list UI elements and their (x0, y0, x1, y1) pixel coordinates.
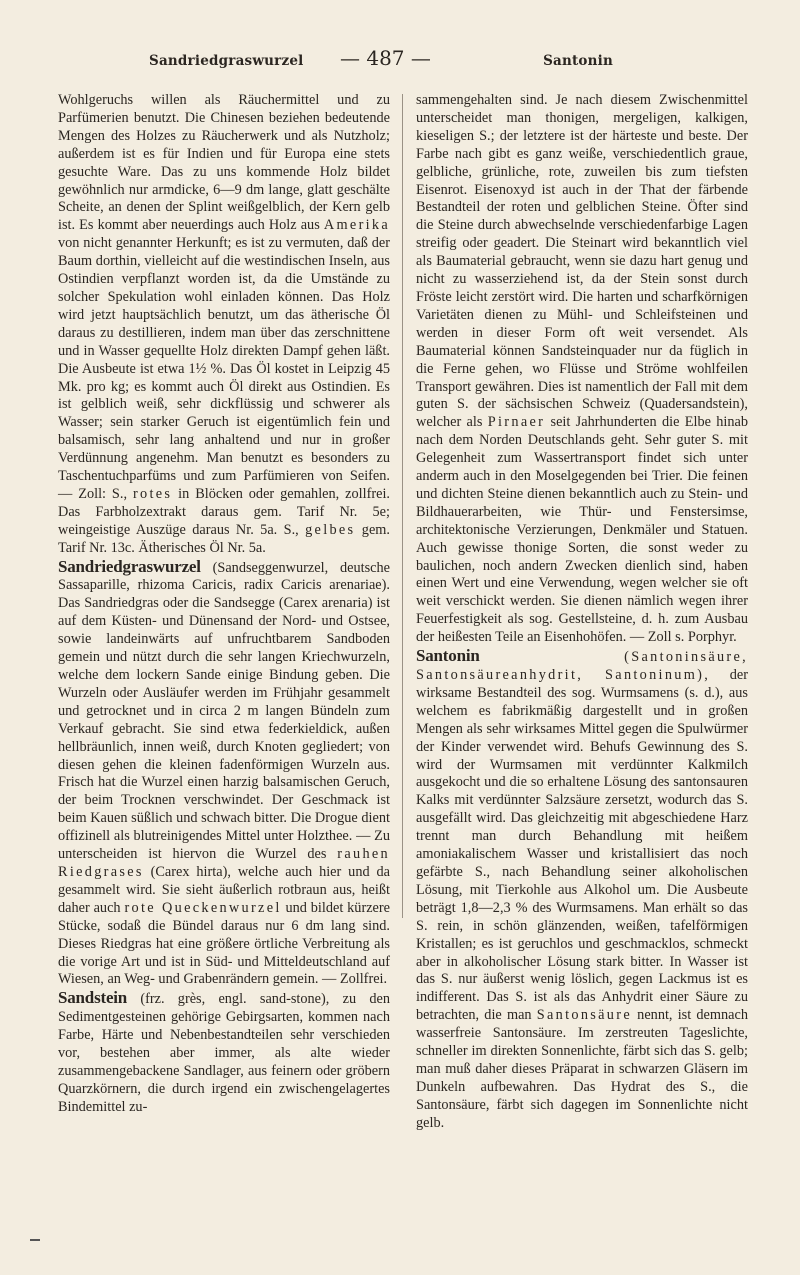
spaced-text: (Santoninsäure, Santonsäureanhydrit, Santoninum), (416, 649, 748, 683)
entry-headword: Sandstein (58, 988, 128, 1008)
entry-sandstein (58, 989, 390, 1116)
text-run: Wohlgeruchs willen als Räuchermittel und zu Parfümerien benutzt. Die Chinesen beziehen bedeutende Mengen des Holzes zu Räucherwerk und als Nutzholz; außerdem ist es für Indien und für Europa eine stets gesuchte Ware. Das zu uns kommende Holz bildet gewöhnlich nur armdicke, 6—9 dm lange, glatt geschälte Scheite, an denen der Splint weißgelblich, der Kern gelb ist. Es kommt aber neuerdings auch Holz aus (58, 92, 390, 234)
text-run: und bildet kürzere Stücke, sodaß die Bündel daraus nur 6 dm lang sind. Dieses Riedgras hat eine größere örtliche Verbreitung als die vorige Art und ist in Süd- und Mitteldeutschland auf Wiesen, an Weg- und Grabenrändern gemein. — Zollfrei. (58, 899, 391, 988)
spaced-text: rotes (132, 485, 173, 502)
text-run: sammengehalten sind. Je nach diesem Zwischenmittel unterscheidet man thonigen, mergeligen, kalkigen, kieseligen S.; der letztere ist der härteste und beste. Der Farbe nach gibt es ganz weiße, verschiedentlich graue, gelbliche, grünliche, rote, zuweilen bis zum tiefsten Eisenrot. Eisenoxyd ist auch in der That der färbende Bestandteil der roten und gelblichen Steine. Öfter sind die Steine durch abwechselnde verschiedenfarbige Lagen streifig oder geadert. Die Steinart wird bekanntlich viel als Baumaterial gebraucht, wenn sie dazu hart genug und nicht zu wasserziehend ist, da der Stein sonst durch Fröste leicht zerstört wird. Die harten und scharfkörnigen Varietäten dienen zu Mühl- und Schleifsteinen und werden in dieser Form oft weit versendet. Als Baumaterial können Sandsteinquader nur da füglich in die Ferne gehen, wo Flüsse und Ströme wohlfeilen Transport gewähren. Dies ist namentlich der Fall mit dem guten S. der sächsischen Schweiz (Quadersandstein), welcher als (416, 92, 748, 431)
entry-headword: Santonin (416, 646, 480, 666)
entry-sandriedgraswurzel (58, 558, 390, 990)
article-text (58, 92, 390, 558)
text-run: gem. Tarif Nr. 13c. Ätherisches Öl Nr. 5a. (58, 521, 390, 556)
margin-mark (30, 1239, 40, 1241)
text-run: der wirksame Bestandteil des sog. Wurmsamens (s. d.), aus welchem es fabrikmäßig dargestellt und in großen Mengen als sehr wirksames Mittel gegen die Spulwürmer der Kinder verwendet wird. Behufs Gewinnung des S. wird der Wurmsamen mit verdünnter Kalkmilch ausgekocht und die so erhaltene Lösung des santonsauren Kalks mit verdünnter Salzsäure zersetzt, wodurch das S. ausgefällt wird. Das gleichzeitig mit abgeschiedene Harz trennt man durch Behandlung mit heißem amoniakalischem Wasser und kristallisiert das noch gefärbte S., nach Behandlung seiner alkoholischen Lösung, mit Tierkohle aus Alkohol um. Die Ausbeute beträgt 1,8—2,3 % des Wurmsamens. Man erhält so das S. rein, in schön glänzenden, weißen, tafelförmigen Kristallen; es ist geruchlos und geschmacklos, schmeckt aber in alkoholischer Lösung stark bitter. In Wasser ist das S. nur äußerst wenig löslich, gegen Lackmus ist es indifferent. Das S. ist als das Anhydrit einer Säure zu betrachten, die man (416, 667, 749, 1024)
left-column (58, 92, 390, 1117)
spaced-text: Santonsäure (536, 1007, 632, 1024)
running-header (58, 46, 752, 76)
text-run: nennt, ist demnach wasserfreie Santonsäure. Im zerstreuten Tageslichte, schneller im direkten Sonnenlichte, färbt sich das S. gelb; man muß daher dieses Präparat in schwarzen Gläsern im Dunkeln aufbewahren. Das Hydrat des S., die Santonsäure, färbt sich dagegen im Sonnenlichte nicht gelb. (416, 1007, 749, 1131)
text-run: (Sandseggenwurzel, deutsche Sassaparille, rhizoma Caricis, radix Caricis arenariae). Das Sandriedgras oder die Sandsegge (Carex arenaria) ist auf dem Küsten- und Dünensand der Nord- und Ostsee, sowie landeinwärts auf unfruchtbarem Sandboden gemein und nützt durch die sehr langen Kriechwurzeln, welche dem lockern Sande einige Bindung geben. Die Wurzeln oder Ausläufer werden im Frühjahr gesammelt und getrocknet und in circa 2 m langen Bündeln zum Verkauf gebracht. Sie sind etwa federkieldick, außen hellbräunlich, innen weiß, durch Knoten gegliedert; von diesen gehen die kleinen fadenförmigen Wurzeln aus. Frisch hat die Wurzel einen harzig balsamischen Geruch, der beim Trocknen verschwindet. Der Geschmack ist beim Kauen süßlich und schwach bitter. Die Drogue dient offizinell als blutreinigendes Mittel unter Holztheе. — Zu unterscheiden ist hiervon die Wurzel des (58, 559, 390, 863)
text-run: (frz. grès, engl. sand-stone), zu den Sedimentgesteinen gehörige Gebirgsarten, kommen nach Farbe, Härte und Nebenbestandteilen sehr verschieden vor, bestehen aber immer, als alte wieder zusammengebackene Sandlager, aus feinern oder gröbern Quarzkörnern, die durch irgend ein zwischengelagertes Bindemittel zu- (58, 991, 391, 1115)
header-left-keyword: Sandriedgraswurzel (149, 53, 304, 69)
spaced-text: Amerika (323, 217, 391, 234)
article-text (416, 92, 748, 647)
spaced-text: Pirnaer (487, 414, 546, 431)
entry-santonin (416, 647, 748, 1132)
spaced-text: gelbes (305, 521, 356, 538)
page-number: — 487 — (340, 46, 431, 70)
header-right-keyword: Santonin (543, 53, 613, 69)
spaced-text: rauhen Riedgrases (58, 846, 390, 880)
text-run: in Blöcken oder gemahlen, zollfrei. Das Farbholzextrakt daraus gem. Tarif Nr. 5e; weingeistige Auszüge daraus Nr. 5a. S., (58, 485, 391, 538)
spaced-text: rote Queckenwurzel (124, 899, 282, 916)
text-run: (Carex hirta), welche auch hier und da gesammelt wird. Sie sieht äußerlich rotbraun aus, heißt daher auch (58, 863, 391, 916)
text-run: seit Jahrhunderten die Elbe hinab nach dem Norden Deutschlands geht. Sehr guter S. mit Gelegenheit zum Wassertransport findet sich unter anderm auch in den Moselgegenden bei Trier. Die feinen und dichten Steine dienen bekanntlich auch zu Stein- und Bildhauerarbeiten, wie Thür- und Fenstersimse, architektonische Verzierungen, Denkmäler und Statuen. Auch gewisse thonige Sorten, die sonst weder zu baulichen, noch andern Zwecken dienlich sind, haben einen Wert und eine Verwendung, wegen welcher sie oft weit verschickt werden. Sie dienen nämlich wegen ihrer Feuerfestigkeit als sog. Gestellsteine, d. h. zum Ausbau der heißesten Teile an Eisenhohöfen. — Zoll s. Porphyr. (416, 414, 749, 646)
text-run: von nicht genannter Herkunft; es ist zu vermuten, daß der Baum dorthin, vielleicht auf die westindischen Inseln, aus Ostindien verpflanzt worden ist, da die Umstände zu solcher Spekulation wohl einladen können. Das Holz wird jetzt hauptsächlich benutzt, um das ätherische Öl daraus zu destillieren, indem man über das zerschnittene und in Wasser gequellte Holz direkten Dampf gehen läßt. Die Ausbeute ist etwa 1½ %. Das Öl kostet in Leipzig 45 Mk. pro kg; es kommt auch Öl direkt aus Ostindien. Es ist gelblich weiß, sehr dickflüssig und schwerer als Wasser; sein starker Geruch ist eigentümlich fein und balsamisch, sehr lang anhaltend und nur in großer Verdünnung angenehm. Man benutzt es besonders zu Taschentuchparfüms und zum Parfümieren von Seifen. — Zoll: S., (58, 235, 390, 502)
column-divider (402, 94, 403, 918)
entry-headword: Sandriedgraswurzel (58, 556, 201, 576)
right-column (416, 92, 748, 1133)
